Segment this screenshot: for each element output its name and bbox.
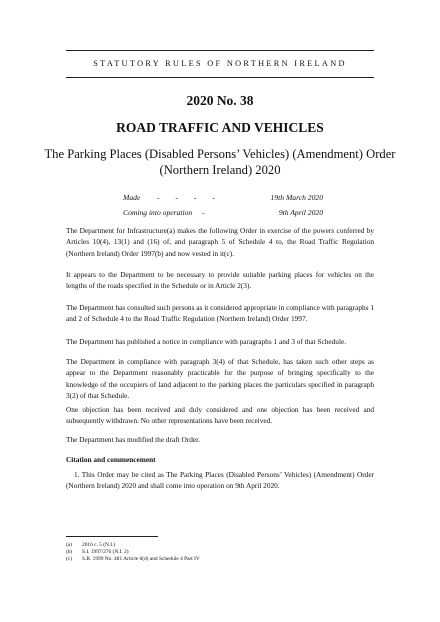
footnote xyxy=(66,549,129,556)
order-title: The Parking Places (Disabled Persons’ Vehicles) (Amendment) Order (Northern Ireland) 2020 xyxy=(44,147,396,177)
section-text: 1. This Order may be cited as The Parking Places (Disabled Persons’ Vehicles) (Amendment) Order (Northern Ireland) 2020 and shall come into operation on 9th April 2020. xyxy=(66,470,374,491)
footnote-key: (b) xyxy=(66,549,73,555)
subject-heading: ROAD TRAFFIC AND VEHICLES xyxy=(116,120,324,135)
instrument-number: 2020 No. 38 xyxy=(186,93,254,108)
date-label: Made xyxy=(123,193,141,202)
footnote-text: S.I. 1997/276 (N.I. 2) xyxy=(82,549,129,555)
footnote-key: (a) xyxy=(66,542,72,548)
series-rule xyxy=(66,77,374,78)
footnote-text: S.R. 1999 No. 481 Article 6(d) and Schedule 4 Part IV xyxy=(82,556,200,562)
date-value: 9th April 2020 xyxy=(278,208,323,217)
section-heading: Citation and commencement xyxy=(66,455,156,464)
leader-dashes: - - - - xyxy=(157,193,222,202)
footnote-key: (c) xyxy=(66,556,72,562)
top-rule xyxy=(66,50,374,51)
footnote-rule xyxy=(66,536,158,537)
date-label: Coming into operation xyxy=(123,208,193,217)
footnote-text: 2016 c. 5 (N.I.) xyxy=(82,542,116,548)
footnote xyxy=(66,556,200,563)
paragraph: It appears to the Department to be necessary to provide suitable parking places for vehicles on the lengths of the roads specified in the Schedule or in Article 2(3). xyxy=(66,270,374,291)
series-heading: STATUTORY RULES OF NORTHERN IRELAND xyxy=(93,59,347,68)
footnote xyxy=(66,542,115,549)
paragraph: The Department has published a notice in compliance with paragraphs 1 and 3 of that Schedule. xyxy=(66,337,347,346)
date-value: 19th March 2020 xyxy=(270,193,323,202)
paragraph: The Department has consulted such persons as it considered appropriate in compliance with paragraphs 1 and 2 of Schedule 4 to the Road Traffic Regulation (Northern Ireland) Order 1997. xyxy=(66,303,374,324)
dates-block xyxy=(123,193,323,223)
paragraph: The Department for Infrastructure(a) makes the following Order in exercise of the powers conferred by Articles 10(4), 13(1) and (16) of, and paragraph 5 of Schedule 4 to, the Road Traffic Regulation (Northern Ireland) Order 1997(b) and now vested in it(c). xyxy=(66,226,374,258)
paragraph: One objection has been received and duly considered and one objection has been received and subsequently withdrawn. No other representations have been received. xyxy=(66,405,374,426)
paragraph: The Department has modified the draft Order. xyxy=(66,435,200,444)
date-row-operation xyxy=(123,208,323,223)
paragraph: The Department in compliance with paragraph 3(4) of that Schedule, has taken such other steps as appear to the Department reasonably practicable for the purpose of bringing specifically to the knowledge of the occupiers of land adjacent to the parking places the particulars specified in paragraph 3(2) of that Schedule. xyxy=(66,357,374,400)
leader-dashes: - xyxy=(202,208,205,217)
date-row-made xyxy=(123,193,323,208)
